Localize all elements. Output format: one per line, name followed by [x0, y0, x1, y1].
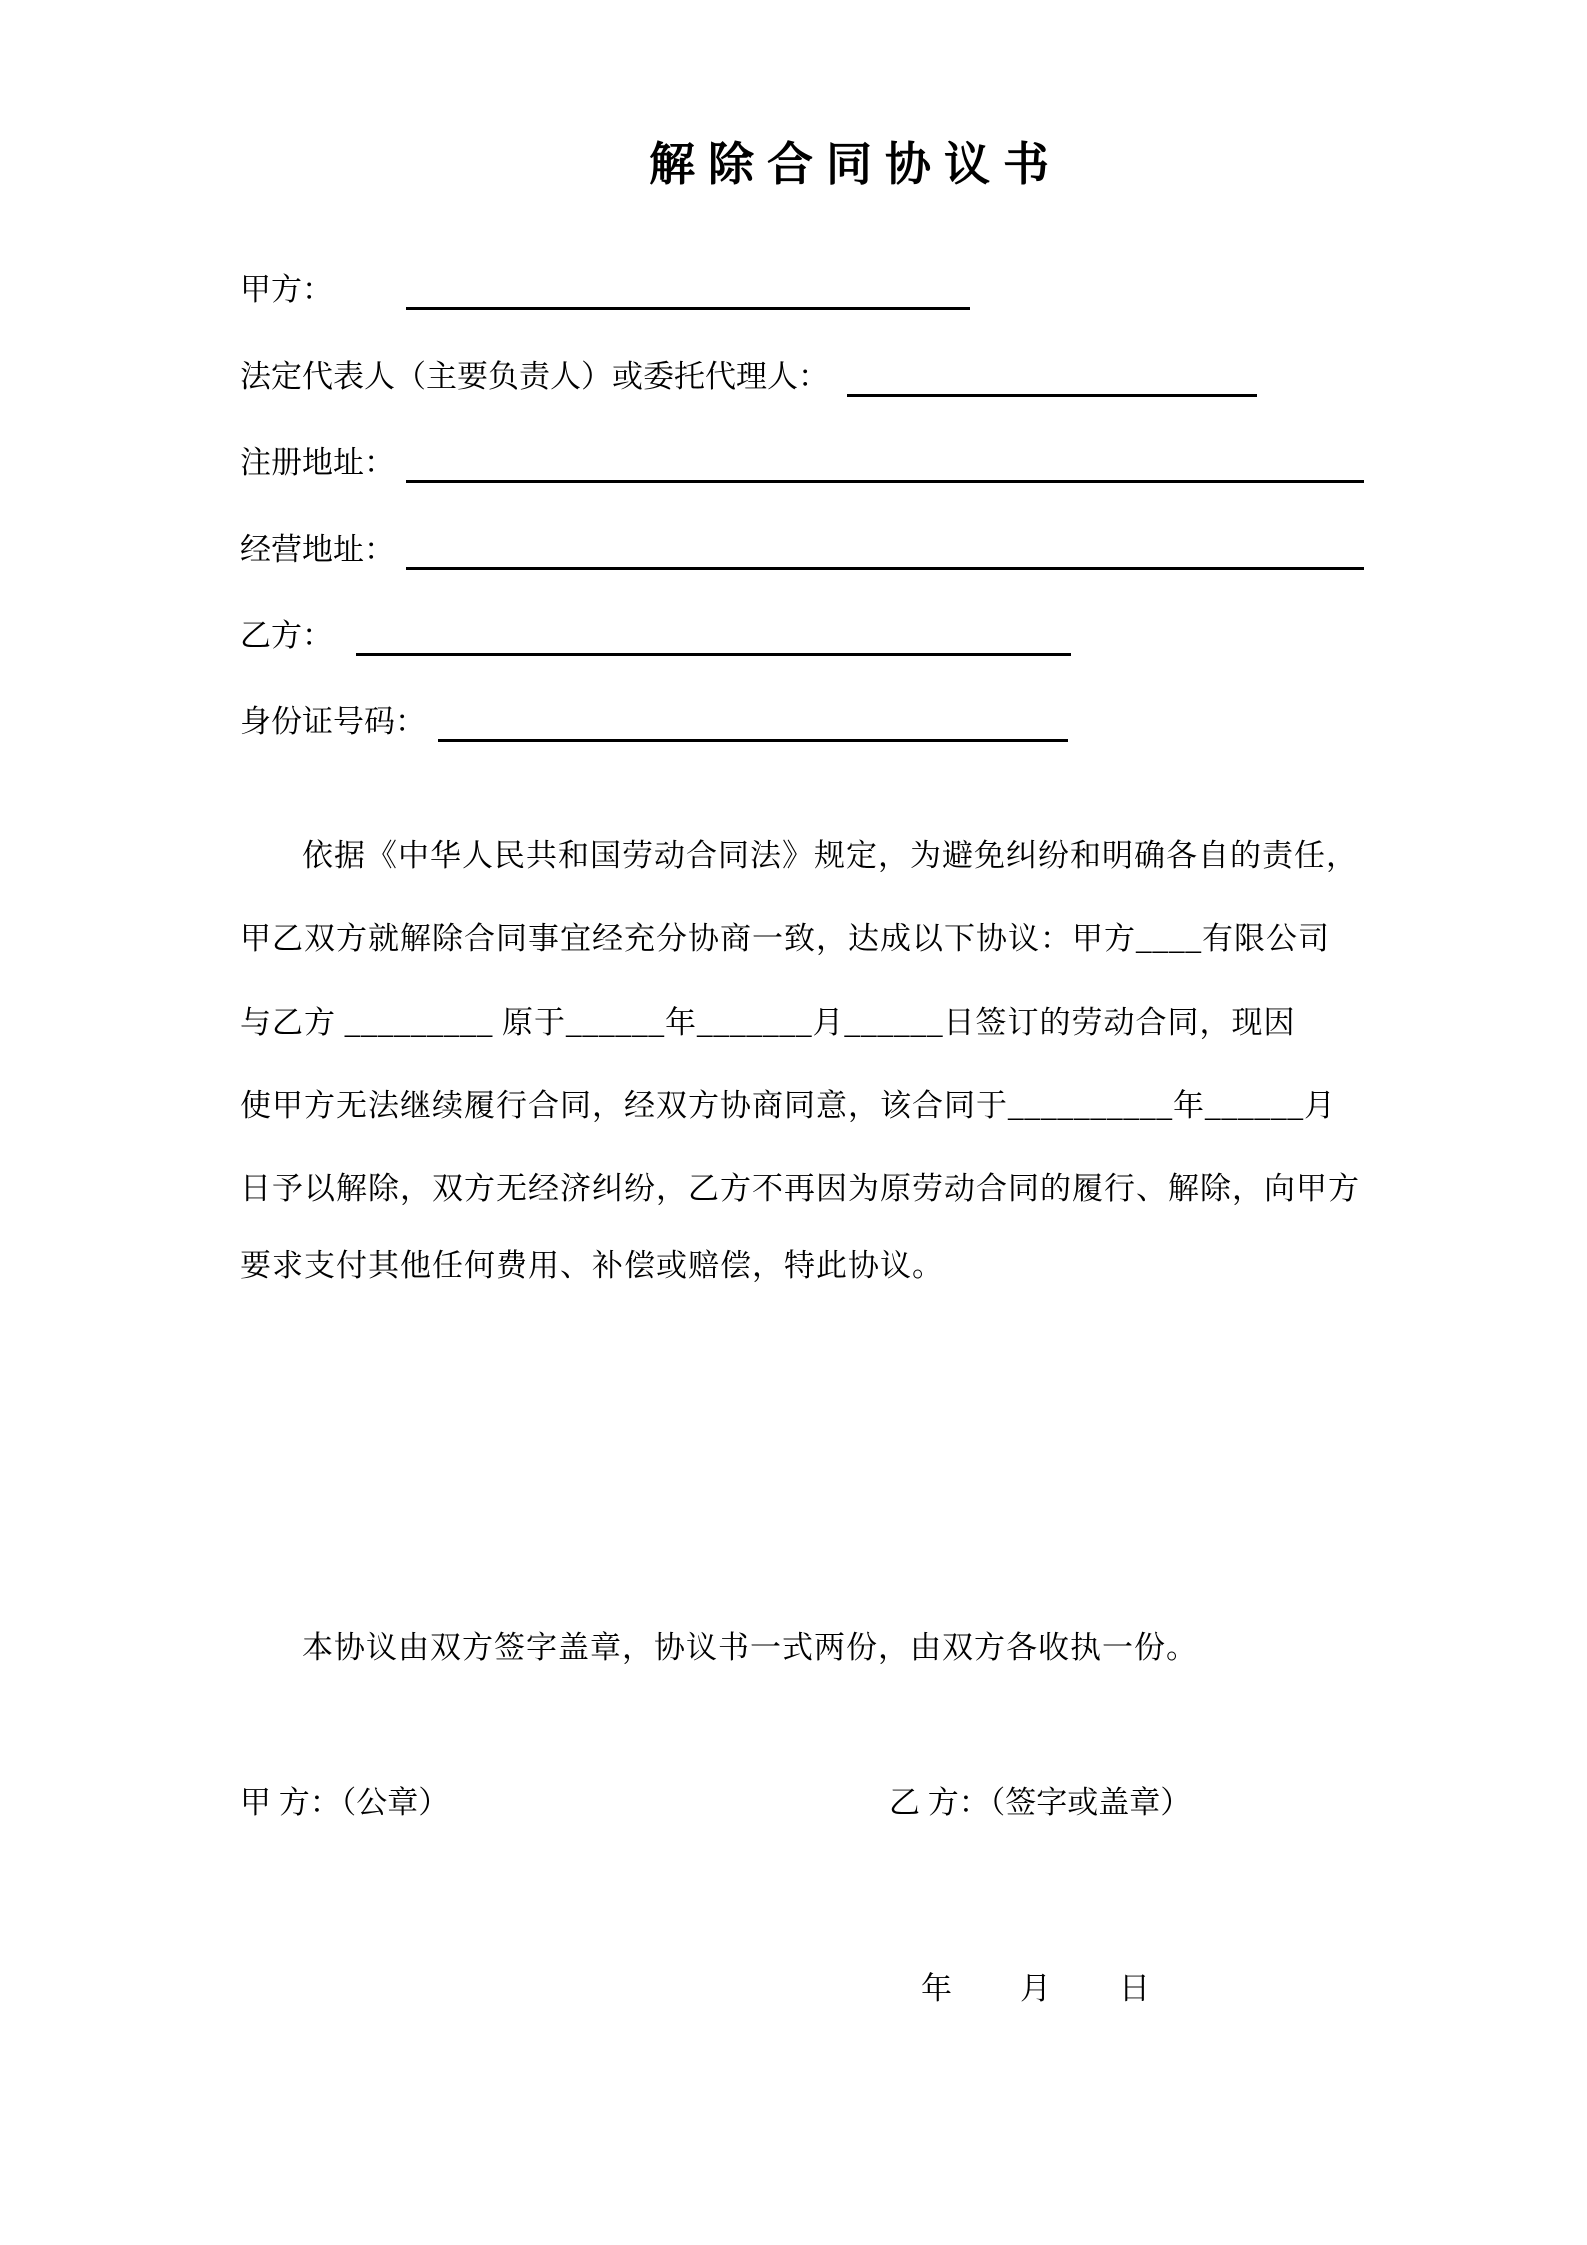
date-month-label: 月	[1020, 1971, 1051, 2006]
signature-party-a: 甲 方：（公章）	[240, 1785, 450, 1820]
id-number-blank-line	[438, 739, 1068, 742]
signature-party-b: 乙 方：（签字或盖章）	[889, 1785, 1192, 1820]
field-row-party-b	[240, 616, 1364, 658]
page-title: 解除合同协议书	[649, 139, 1062, 190]
legal-representative-label: 法定代表人（主要负责人）或委托代理人：	[240, 359, 829, 394]
date-year-label: 年	[921, 1971, 952, 2006]
agreement-paragraph-line-5: 日予以解除，双方无经济纠纷，乙方不再因为原劳动合同的履行、解除，向甲方	[240, 1171, 1360, 1206]
party-a-label: 甲方：	[240, 272, 333, 307]
field-row-registered-address	[240, 443, 1364, 485]
agreement-paragraph-line-2: 甲乙双方就解除合同事宜经充分协商一致，达成以下协议：甲方____有限公司	[240, 921, 1330, 956]
party-b-label: 乙方：	[240, 618, 333, 653]
legal-representative-blank-line	[847, 394, 1257, 397]
party-b-blank-line	[356, 653, 1071, 656]
registered-address-blank-line	[406, 480, 1364, 483]
field-row-id-number	[240, 702, 1364, 744]
party-a-blank-line	[406, 307, 970, 310]
agreement-paragraph-line-3: 与乙方 _________ 原于______年_______月______日签订的劳动合同，现因	[240, 1005, 1296, 1040]
date-line	[921, 1969, 1150, 2009]
id-number-label: 身份证号码：	[240, 704, 426, 739]
business-address-label: 经营地址：	[240, 532, 395, 567]
registered-address-label: 注册地址：	[240, 445, 395, 480]
agreement-paragraph-line-1: 依据《中华人民共和国劳动合同法》规定，为避免纠纷和明确各自的责任，	[302, 838, 1358, 873]
agreement-paragraph-line-6: 要求支付其他任何费用、补偿或赔偿，特此协议。	[240, 1248, 944, 1283]
field-row-business-address	[240, 530, 1364, 572]
field-row-legal-representative	[240, 357, 1364, 399]
copies-paragraph: 本协议由双方签字盖章，协议书一式两份，由双方各收执一份。	[302, 1630, 1198, 1665]
business-address-blank-line	[406, 567, 1364, 570]
field-row-party-a	[240, 270, 1364, 312]
agreement-paragraph-line-4: 使甲方无法继续履行合同，经双方协商同意，该合同于__________年______月	[240, 1088, 1336, 1123]
date-day-label: 日	[1119, 1971, 1150, 2006]
